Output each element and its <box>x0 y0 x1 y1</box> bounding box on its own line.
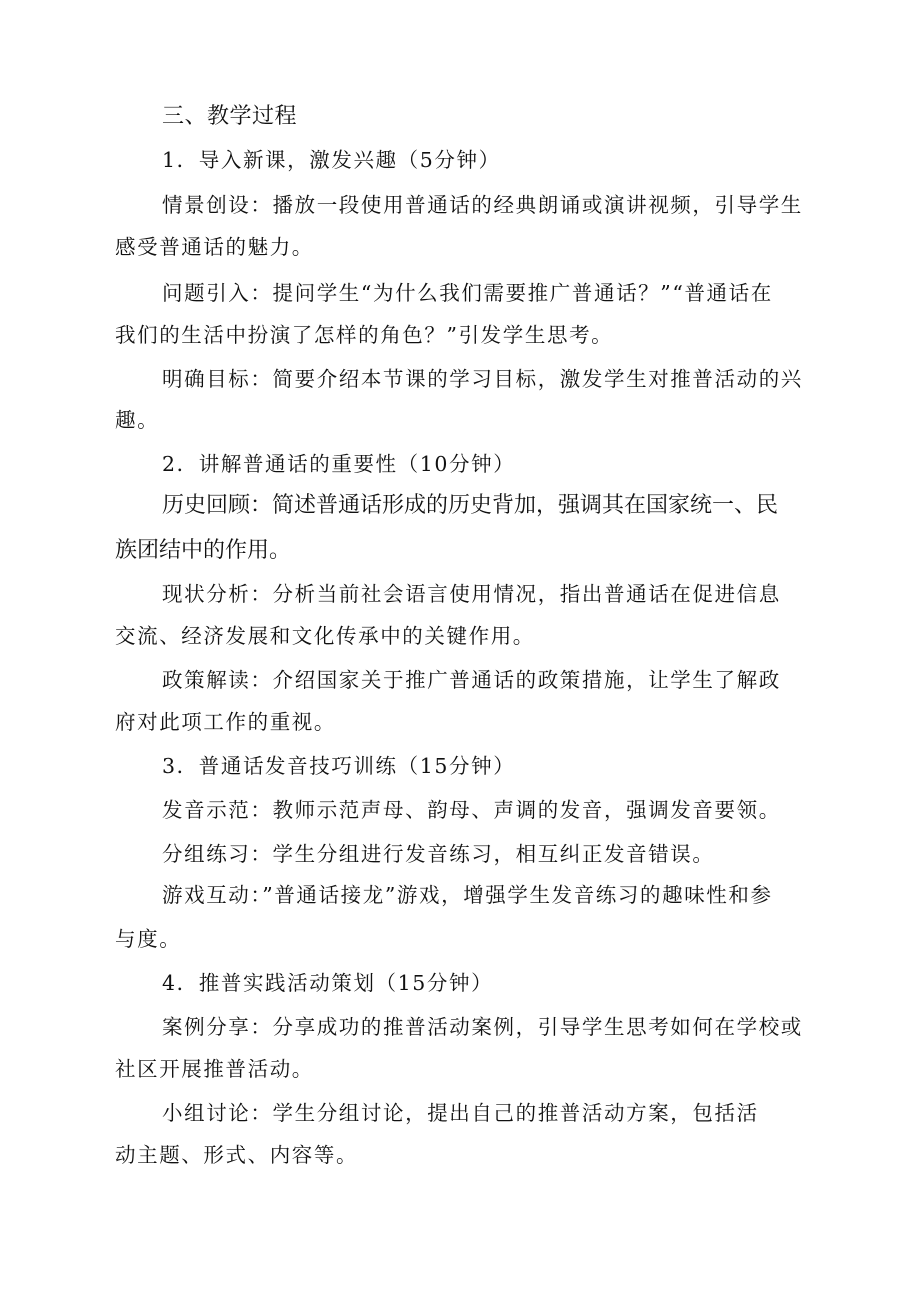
step3-p1-line1: 发音示范：教师示范声母、韵母、声调的发音，强调发音要领。 <box>162 798 781 822</box>
step2-p2-line2: 交流、经济发展和文化传承中的关键作用。 <box>115 624 535 648</box>
step1-title: 1．导入新课，激发兴趣（5分钟） <box>162 148 501 172</box>
step2-p3-line2: 府对此项工作的重视。 <box>115 710 336 734</box>
step3-p3-line1: 游戏互动：”普通话接龙”游戏，增强学生发音练习的趣味性和参 <box>162 883 773 907</box>
step4-p2-line1: 小组讨论：学生分组讨论，提出自己的推普活动方案，包括活 <box>162 1101 759 1125</box>
step1-p3-line2: 趣。 <box>115 408 160 432</box>
step4-p1-line1: 案例分享：分享成功的推普活动案例，引导学生思考如何在学校或 <box>162 1015 803 1039</box>
step2-p1-line1: 历史回顾：简述普通话形成的历史背加，强调其在国家统一、民 <box>162 493 779 518</box>
step1-p3-line1: 明确目标：简要介绍本节课的学习目标，激发学生对推普活动的兴 <box>162 367 803 391</box>
step2-p1-line2: 族团结中的作用。 <box>115 538 292 563</box>
step4-p2-line2: 动主题、形式、内容等。 <box>115 1143 359 1167</box>
step1-p2-line2: 我们的生活中扮演了怎样的角色？”引发学生思考。 <box>115 323 614 347</box>
step2-p3-line1: 政策解读：介绍国家关于推广普通话的政策措施，让学生了解政 <box>162 668 781 692</box>
step3-p3-line2: 与度。 <box>115 927 182 951</box>
section-heading: 三、教学过程 <box>162 104 298 129</box>
step1-p1-line2: 感受普通话的魅力。 <box>115 235 314 259</box>
step3-p2-line1: 分组练习：学生分组进行发音练习，相互纠正发音错误。 <box>162 842 715 866</box>
step4-p1-line2: 社区开展推普活动。 <box>115 1057 314 1081</box>
step1-p2-line1: 问题引入：提问学生“为什么我们需要推广普通话？”“普通话在 <box>162 281 773 305</box>
step2-title: 2．讲解普通话的重要性（10分钟） <box>162 452 516 476</box>
step1-p1-line1: 情景创设：播放一段使用普通话的经典朗诵或演讲视频，引导学生 <box>162 193 803 217</box>
step2-p2-line1: 现状分析：分析当前社会语言使用情况，指出普通话在促进信息 <box>162 582 781 606</box>
step3-title: 3．普通话发音技巧训练（15分钟） <box>162 754 516 778</box>
step4-title: 4．推普实践活动策划（15分钟） <box>162 971 494 995</box>
